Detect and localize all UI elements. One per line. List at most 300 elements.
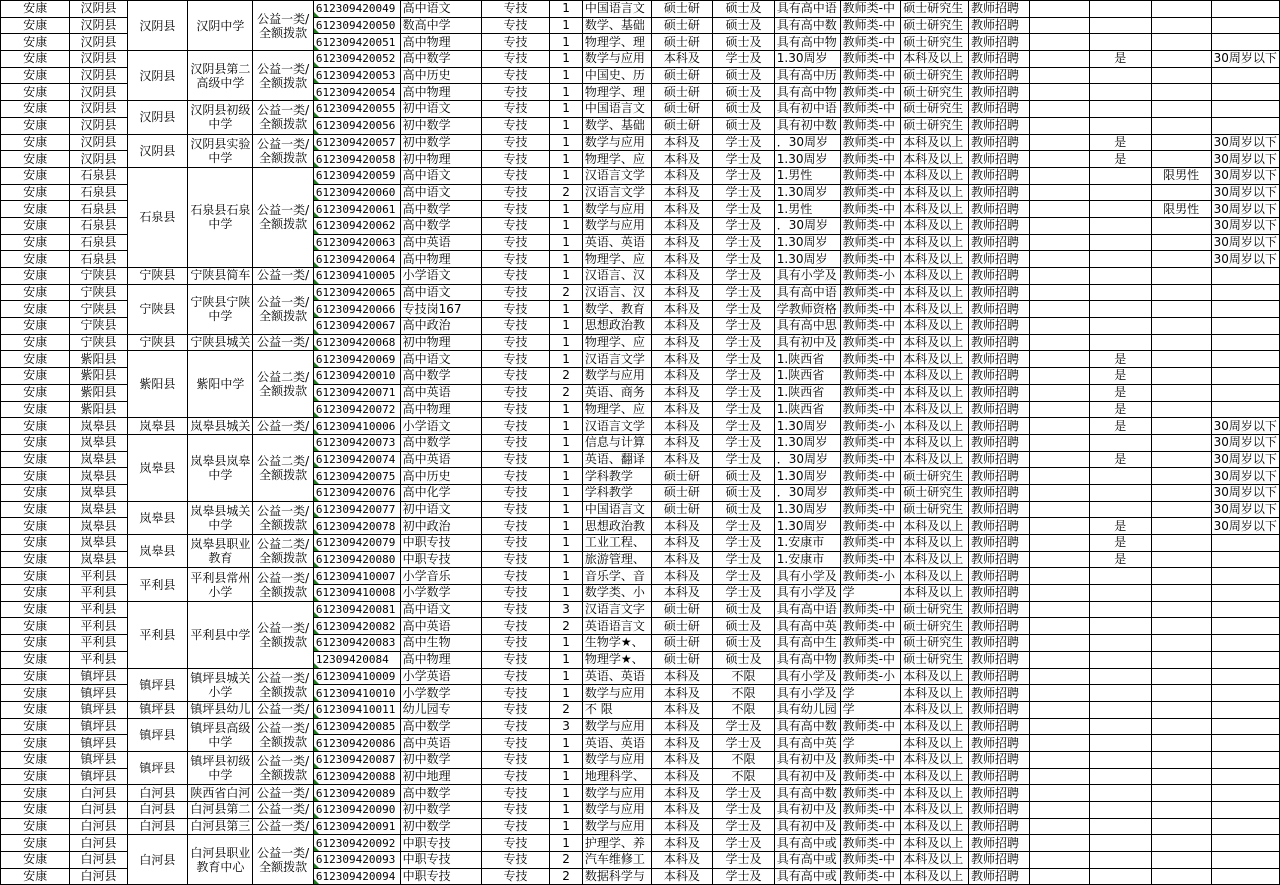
degree-cell: 学士及 [713,585,775,602]
gender-cell [1151,735,1211,752]
exam-type-cell: 教师类-中 [840,451,901,468]
city-cell: 安康 [1,418,70,435]
requirement-cell: ．30周岁 [774,484,840,501]
age-cell: 30周岁以下 [1211,251,1279,268]
district-cell: 岚皋县 [70,484,127,501]
major-cell: 汉语言文学 [582,184,651,201]
major-cell: 学科教学 [582,484,651,501]
category-cell: 专技 [481,468,550,485]
unit-cell: 镇坪县城关小学 [188,668,253,701]
city-cell: 安康 [1,451,70,468]
education-cell: 本科及 [651,768,713,785]
position-name-cell: 中职专技 [400,535,481,552]
gender-cell [1151,601,1211,618]
unit-type-cell: 公益一类/全额拨款 [253,284,314,334]
gender-cell [1151,234,1211,251]
count-cell: 1 [550,668,583,685]
district-cell: 汉阴县 [70,101,127,118]
position-name-cell: 小学数学 [400,685,481,702]
district-cell: 白河县 [70,818,127,835]
note-cell [1030,768,1090,785]
county-cell: 石泉县 [127,167,188,267]
position-code-cell: 612309420056 [313,117,400,134]
unit-type-cell: 公益一类/ [253,334,314,351]
requirement-cell: 具有高中生 [774,635,840,652]
note-cell [1030,284,1090,301]
exam-type-cell: 教师类-中 [840,718,901,735]
county-cell: 镇坪县 [127,701,188,718]
position-name-cell: 高中英语 [400,618,481,635]
count-cell: 1 [550,318,583,335]
county-cell: 岚皋县 [127,434,188,501]
level-cell: 硕士研究生 [901,17,969,34]
category-cell: 专技 [481,802,550,819]
level-cell: 硕士研究生 [901,484,969,501]
count-cell: 1 [550,51,583,68]
unit-type-cell: 公益一类/ [253,418,314,435]
category-cell: 专技 [481,234,550,251]
major-cell: 数学与应用 [582,751,651,768]
position-code-cell: 612309420057 [313,134,400,151]
degree-cell: 不限 [713,768,775,785]
table-row [1,101,1280,118]
unit-type-cell: 公益一类/全额拨款 [253,751,314,784]
age-cell [1211,718,1279,735]
category-cell: 专技 [481,535,550,552]
gender-cell [1151,1,1211,18]
gender-cell [1151,468,1211,485]
level-cell: 本科及以上 [901,751,969,768]
service-cell [1089,1,1151,18]
category-cell: 专技 [481,67,550,84]
unit-type-cell: 公益一类/全额拨款 [253,568,314,601]
exam-type-cell: 教师类-中 [840,551,901,568]
category-cell: 专技 [481,401,550,418]
note-cell [1030,84,1090,101]
exam-type-cell: 教师类-中 [840,484,901,501]
education-cell: 本科及 [651,184,713,201]
requirement-cell: 具有小学及 [774,668,840,685]
unit-type-cell: 公益一类/全额拨款 [253,101,314,134]
category-cell: 专技 [481,718,550,735]
level-cell: 本科及以上 [901,134,969,151]
requirement-cell: 1.30周岁 [774,434,840,451]
exam-type-cell: 教师类-中 [840,401,901,418]
exam-type-cell: 教师类-中 [840,67,901,84]
position-name-cell: 高中英语 [400,451,481,468]
exam-cell: 教师招聘 [968,518,1029,535]
category-cell: 专技 [481,418,550,435]
position-code-cell: 612309420066 [313,301,400,318]
service-cell [1089,101,1151,118]
age-cell [1211,735,1279,752]
requirement-cell: ．30周岁 [774,134,840,151]
gender-cell [1151,785,1211,802]
note-cell [1030,668,1090,685]
count-cell: 1 [550,1,583,18]
exam-type-cell: 教师类-中 [840,51,901,68]
city-cell: 安康 [1,368,70,385]
major-cell: 数学与应用 [582,134,651,151]
position-code-cell: 612309420082 [313,618,400,635]
requirement-cell: 具有小学及 [774,568,840,585]
category-cell: 专技 [481,501,550,518]
category-cell: 专技 [481,668,550,685]
education-cell: 本科及 [651,351,713,368]
exam-type-cell: 教师类-中 [840,434,901,451]
requirement-cell: 具有高中或 [774,868,840,885]
service-cell: 是 [1089,151,1151,168]
count-cell: 1 [550,585,583,602]
level-cell: 硕士研究生 [901,34,969,51]
district-cell: 宁陕县 [70,301,127,318]
county-cell: 白河县 [127,835,188,885]
position-code-cell: 612309420062 [313,217,400,234]
category-cell: 专技 [481,384,550,401]
gender-cell [1151,685,1211,702]
age-cell [1211,351,1279,368]
age-cell [1211,651,1279,668]
gender-cell [1151,217,1211,234]
level-cell: 本科及以上 [901,835,969,852]
level-cell: 本科及以上 [901,401,969,418]
unit-type-cell: 公益一类/全额拨款 [253,601,314,668]
city-cell: 安康 [1,635,70,652]
district-cell: 岚皋县 [70,451,127,468]
count-cell: 1 [550,201,583,218]
district-cell: 平利县 [70,651,127,668]
note-cell [1030,351,1090,368]
requirement-cell: 具有幼儿园 [774,701,840,718]
note-cell [1030,418,1090,435]
gender-cell [1151,585,1211,602]
exam-cell: 教师招聘 [968,434,1029,451]
exam-cell: 教师招聘 [968,234,1029,251]
district-cell: 岚皋县 [70,535,127,552]
exam-cell: 教师招聘 [968,735,1029,752]
position-code-cell: 612309420076 [313,484,400,501]
degree-cell: 硕士及 [713,651,775,668]
requirement-cell: 1.30周岁 [774,151,840,168]
district-cell: 石泉县 [70,167,127,184]
note-cell [1030,601,1090,618]
note-cell [1030,735,1090,752]
note-cell [1030,201,1090,218]
position-code-cell: 612309420058 [313,151,400,168]
requirement-cell: 具有初中语 [774,101,840,118]
district-cell: 岚皋县 [70,551,127,568]
degree-cell: 学士及 [713,284,775,301]
note-cell [1030,1,1090,18]
exam-type-cell: 教师类-中 [840,501,901,518]
exam-cell: 教师招聘 [968,618,1029,635]
exam-type-cell: 教师类-中 [840,318,901,335]
position-name-cell: 高中物理 [400,84,481,101]
gender-cell [1151,802,1211,819]
position-code-cell: 612309410010 [313,685,400,702]
county-cell: 镇坪县 [127,718,188,751]
position-code-cell: 612309420053 [313,67,400,84]
gender-cell [1151,718,1211,735]
major-cell: 音乐学、音 [582,568,651,585]
unit-cell: 汉阴县初级中学 [188,101,253,134]
exam-type-cell: 教师类-中 [840,301,901,318]
position-code-cell: 612309420055 [313,101,400,118]
education-cell: 硕士研 [651,501,713,518]
unit-cell: 宁陕县宁陕中学 [188,284,253,334]
gender-cell [1151,518,1211,535]
district-cell: 汉阴县 [70,84,127,101]
gender-cell [1151,451,1211,468]
gender-cell [1151,535,1211,552]
service-cell [1089,84,1151,101]
education-cell: 本科及 [651,685,713,702]
position-code-cell: 612309420049 [313,1,400,18]
district-cell: 宁陕县 [70,318,127,335]
city-cell: 安康 [1,234,70,251]
position-name-cell: 初中语文 [400,101,481,118]
note-cell [1030,535,1090,552]
education-cell: 本科及 [651,167,713,184]
position-name-cell: 高中语文 [400,351,481,368]
education-cell: 本科及 [651,835,713,852]
city-cell: 安康 [1,852,70,869]
level-cell: 本科及以上 [901,318,969,335]
gender-cell [1151,184,1211,201]
county-cell: 平利县 [127,568,188,601]
degree-cell: 硕士及 [713,501,775,518]
table-row [1,785,1280,802]
education-cell: 硕士研 [651,84,713,101]
exam-type-cell: 教师类-中 [840,217,901,234]
district-cell: 汉阴县 [70,51,127,68]
table-row [1,835,1280,852]
district-cell: 紫阳县 [70,384,127,401]
district-cell: 镇坪县 [70,718,127,735]
city-cell: 安康 [1,751,70,768]
district-cell: 白河县 [70,835,127,852]
category-cell: 专技 [481,484,550,501]
exam-type-cell: 教师类-中 [840,535,901,552]
unit-type-cell: 公益一类/全额拨款 [253,718,314,751]
age-cell [1211,301,1279,318]
major-cell: 护理学、养 [582,835,651,852]
table-row [1,167,1280,184]
gender-cell [1151,84,1211,101]
service-cell: 是 [1089,368,1151,385]
position-code-cell: 612309420079 [313,535,400,552]
degree-cell: 学士及 [713,551,775,568]
exam-type-cell: 教师类-中 [840,167,901,184]
position-code-cell: 612309420094 [313,868,400,885]
category-cell: 专技 [481,1,550,18]
education-cell: 硕士研 [651,468,713,485]
age-cell [1211,117,1279,134]
note-cell [1030,818,1090,835]
requirement-cell: 1.安康市 [774,551,840,568]
exam-cell: 教师招聘 [968,484,1029,501]
unit-cell: 宁陕县城关 [188,334,253,351]
count-cell: 1 [550,67,583,84]
city-cell: 安康 [1,251,70,268]
county-cell: 汉阴县 [127,1,188,51]
exam-cell: 教师招聘 [968,34,1029,51]
count-cell: 1 [550,234,583,251]
city-cell: 安康 [1,518,70,535]
unit-cell: 汉阴中学 [188,1,253,51]
requirement-cell: 具有高中或 [774,835,840,852]
requirement-cell: 具有高中数 [774,785,840,802]
degree-cell: 学士及 [713,535,775,552]
major-cell: 中国语言文 [582,501,651,518]
category-cell: 专技 [481,551,550,568]
position-name-cell: 初中政治 [400,518,481,535]
position-code-cell: 612309420086 [313,735,400,752]
position-name-cell: 初中数学 [400,117,481,134]
requirement-cell: 1.30周岁 [774,518,840,535]
major-cell: 英语、翻译 [582,451,651,468]
district-cell: 石泉县 [70,184,127,201]
position-name-cell: 高中英语 [400,234,481,251]
table-row [1,751,1280,768]
level-cell: 本科及以上 [901,551,969,568]
level-cell: 硕士研究生 [901,101,969,118]
age-cell: 30周岁以下 [1211,201,1279,218]
age-cell [1211,685,1279,702]
position-name-cell: 中职专技 [400,868,481,885]
major-cell: 汉语言文字 [582,601,651,618]
district-cell: 紫阳县 [70,401,127,418]
county-cell: 紫阳县 [127,351,188,418]
gender-cell [1151,151,1211,168]
education-cell: 本科及 [651,701,713,718]
level-cell: 本科及以上 [901,51,969,68]
gender-cell [1151,668,1211,685]
exam-cell: 教师招聘 [968,301,1029,318]
county-cell: 岚皋县 [127,418,188,435]
position-code-cell: 612309420090 [313,802,400,819]
note-cell [1030,151,1090,168]
category-cell: 专技 [481,117,550,134]
district-cell: 镇坪县 [70,751,127,768]
level-cell: 硕士研究生 [901,601,969,618]
service-cell: 是 [1089,451,1151,468]
district-cell: 镇坪县 [70,768,127,785]
level-cell: 硕士研究生 [901,84,969,101]
service-cell [1089,651,1151,668]
education-cell: 本科及 [651,301,713,318]
gender-cell [1151,768,1211,785]
degree-cell: 学士及 [713,735,775,752]
city-cell: 安康 [1,17,70,34]
requirement-cell: 具有高中语 [774,601,840,618]
unit-cell: 岚皋县城关中学 [188,501,253,534]
exam-type-cell: 教师类-中 [840,852,901,869]
count-cell: 1 [550,518,583,535]
position-name-cell: 数高中学 [400,17,481,34]
age-cell: 30周岁以下 [1211,418,1279,435]
degree-cell: 硕士及 [713,601,775,618]
district-cell: 白河县 [70,868,127,885]
requirement-cell: 具有初中及 [774,751,840,768]
position-name-cell: 高中英语 [400,735,481,752]
exam-type-cell: 教师类-中 [840,868,901,885]
city-cell: 安康 [1,651,70,668]
requirement-cell: 1.男性 [774,201,840,218]
unit-cell: 岚皋县职业教育 [188,535,253,568]
exam-type-cell: 教师类-中 [840,518,901,535]
service-cell: 是 [1089,535,1151,552]
degree-cell: 学士及 [713,384,775,401]
degree-cell: 硕士及 [713,635,775,652]
exam-cell: 教师招聘 [968,284,1029,301]
city-cell: 安康 [1,67,70,84]
unit-type-cell: 公益二类/全额拨款 [253,535,314,568]
position-name-cell: 小学音乐 [400,568,481,585]
major-cell: 地理科学、 [582,768,651,785]
category-cell: 专技 [481,568,550,585]
table-row [1,334,1280,351]
city-cell: 安康 [1,318,70,335]
service-cell: 是 [1089,518,1151,535]
service-cell [1089,568,1151,585]
table-row [1,568,1280,585]
exam-cell: 教师招聘 [968,685,1029,702]
district-cell: 汉阴县 [70,1,127,18]
age-cell [1211,635,1279,652]
gender-cell [1151,651,1211,668]
note-cell [1030,718,1090,735]
exam-type-cell: 教师类-中 [840,384,901,401]
note-cell [1030,434,1090,451]
gender-cell [1151,401,1211,418]
note-cell [1030,184,1090,201]
age-cell [1211,751,1279,768]
degree-cell: 学士及 [713,334,775,351]
major-cell: 汉语言文学 [582,418,651,435]
position-code-cell: 612309420063 [313,234,400,251]
city-cell: 安康 [1,585,70,602]
age-cell [1211,585,1279,602]
gender-cell [1151,701,1211,718]
level-cell: 硕士研究生 [901,67,969,84]
category-cell: 专技 [481,251,550,268]
position-name-cell: 初中语文 [400,501,481,518]
position-code-cell: 612309420078 [313,518,400,535]
position-code-cell: 612309420087 [313,751,400,768]
service-cell: 是 [1089,351,1151,368]
position-name-cell: 小学英语 [400,668,481,685]
exam-cell: 教师招聘 [968,785,1029,802]
category-cell: 专技 [481,601,550,618]
gender-cell [1151,434,1211,451]
education-cell: 本科及 [651,585,713,602]
exam-type-cell: 教师类-小 [840,268,901,285]
degree-cell: 硕士及 [713,101,775,118]
degree-cell: 学士及 [713,351,775,368]
count-cell: 1 [550,17,583,34]
service-cell [1089,484,1151,501]
position-name-cell: 高中数学 [400,217,481,234]
requirement-cell: 具有高中物 [774,84,840,101]
requirement-cell: 学教师资格 [774,301,840,318]
county-cell: 汉阴县 [127,101,188,134]
requirement-cell: 1.30周岁 [774,501,840,518]
requirement-cell: 1.陕西省 [774,351,840,368]
level-cell: 硕士研究生 [901,635,969,652]
county-cell: 镇坪县 [127,751,188,784]
major-cell: 物理学、应 [582,151,651,168]
